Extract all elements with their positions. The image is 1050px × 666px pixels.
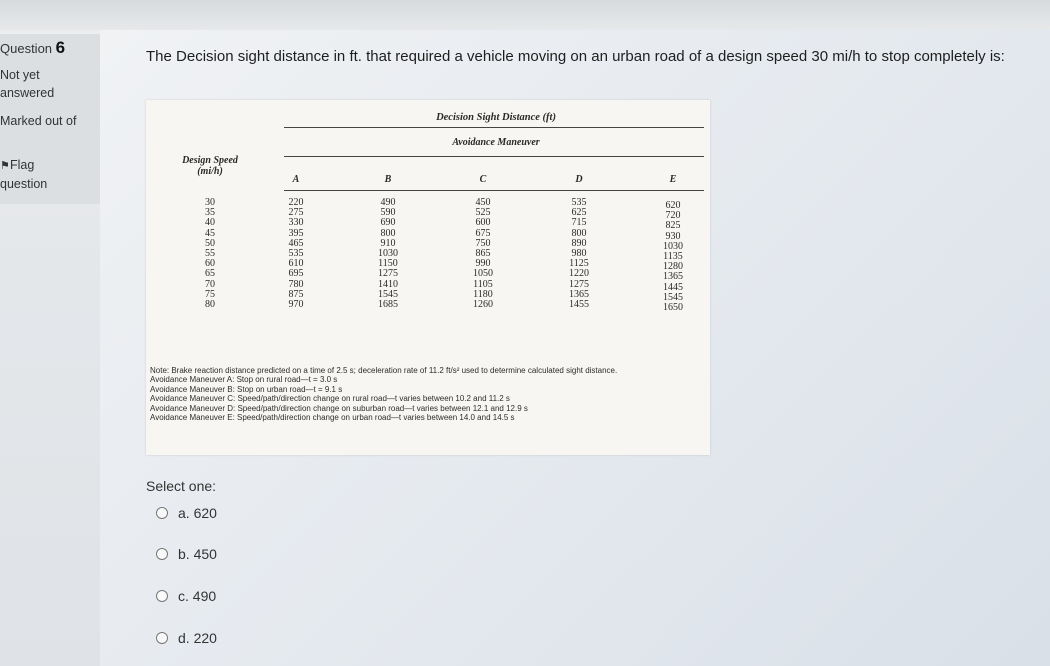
table-cell: 220 <box>288 197 304 208</box>
table-cell: 930 <box>665 230 681 242</box>
table-cell: 600 <box>475 217 491 229</box>
table-cell: 1685 <box>378 299 398 311</box>
radio-icon[interactable] <box>156 507 168 519</box>
column-header-d: D <box>575 174 583 185</box>
table-cell: 715 <box>571 217 587 229</box>
select-one-label: Select one: <box>146 478 217 494</box>
table-cell: 970 <box>288 299 304 311</box>
table-cell: 1445 <box>663 281 683 293</box>
table-cell: 450 <box>475 197 491 208</box>
question-text: The Decision sight distance in ft. that required a vehicle moving on an urban road of a design speed 30 mi/h to stop completely is: <box>146 48 1005 65</box>
table-cell: 330 <box>288 217 304 229</box>
table-cell: 60 <box>205 258 215 270</box>
table-cell: 910 <box>380 237 396 249</box>
table-cell: 610 <box>288 258 304 270</box>
question-info-panel <box>0 34 101 204</box>
table-cell: 535 <box>571 197 587 208</box>
table-cell: 35 <box>205 207 215 219</box>
table-cell: 590 <box>380 207 396 219</box>
column-d-values <box>559 198 599 310</box>
answer-option-d[interactable]: d. 220 <box>156 630 217 646</box>
table-cell: 695 <box>288 268 304 280</box>
table-caption: Decision Sight Distance (ft) <box>436 112 556 123</box>
column-e-values <box>653 201 693 313</box>
table-cell: 490 <box>380 197 396 208</box>
flag-question-label: Flag question <box>0 158 48 191</box>
question-number-label: Question 6 <box>0 38 66 57</box>
table-cell: 535 <box>288 248 304 260</box>
table-cell: 70 <box>205 278 215 290</box>
table-cell: 1275 <box>378 268 398 280</box>
table-cell: 800 <box>380 227 396 239</box>
table-cell: 1260 <box>473 299 493 311</box>
table-cell: 1050 <box>473 268 493 280</box>
design-speed-header: Design Speed (mi/h) <box>182 155 238 177</box>
table-cell: 1280 <box>663 261 683 273</box>
table-cell: 890 <box>571 237 587 249</box>
table-rule <box>284 127 704 128</box>
column-a-values <box>276 198 316 310</box>
table-cell: 625 <box>571 207 587 219</box>
table-cell: 720 <box>665 210 681 222</box>
table-cell: 1365 <box>569 288 589 300</box>
table-cell: 1105 <box>473 278 493 290</box>
table-cell: 395 <box>288 227 304 239</box>
radio-icon[interactable] <box>156 590 168 602</box>
column-c-values <box>463 198 503 310</box>
column-header-c: C <box>479 174 487 185</box>
sight-distance-table <box>146 100 710 455</box>
table-cell: 980 <box>571 248 587 260</box>
table-cell: 1150 <box>378 258 398 270</box>
column-header-e: E <box>669 174 677 185</box>
table-cell: 465 <box>288 237 304 249</box>
speed-column <box>190 198 230 310</box>
table-cell: 825 <box>665 220 681 232</box>
table-cell: 30 <box>205 197 215 208</box>
table-notes: Note: Brake reaction distance predicted on a time of 2.5 s; deceleration rate of 11.2 ft/s² used to determine calculated sight distance. Avoidance Maneuver A: Stop on rural road—t = 3.0 s Avoidance Maneuver B: Stop on urban road—t = 9.1 s Avoidance Maneuver C: Speed/path/direction change on rural road—t varies between 10.2 and 11.2 s Avoidance Maneuver D: Speed/path/direction change on suburban road—t varies between 12.1 and 12.9 s Avoidance Maneuver E: Speed/path/direction change on urban road—t varies between 14.0 and 14.5 s <box>150 366 618 423</box>
answer-option-b[interactable]: b. 450 <box>156 546 217 562</box>
table-cell: 525 <box>475 207 491 219</box>
table-cell: 620 <box>665 200 681 211</box>
question-content <box>100 30 1050 666</box>
column-header-b: B <box>384 174 392 185</box>
marked-out-of: Marked out of <box>0 114 77 128</box>
table-cell: 50 <box>205 237 215 249</box>
table-cell: 65 <box>205 268 215 280</box>
table-cell: 1650 <box>663 302 683 314</box>
table-cell: 1220 <box>569 268 589 280</box>
table-cell: 45 <box>205 227 215 239</box>
table-rule <box>284 190 704 191</box>
table-cell: 1545 <box>378 288 398 300</box>
table-cell: 40 <box>205 217 215 229</box>
table-cell: 1030 <box>663 240 683 252</box>
table-cell: 1125 <box>569 258 589 270</box>
table-cell: 55 <box>205 248 215 260</box>
column-header-a: A <box>292 174 300 185</box>
table-cell: 750 <box>475 237 491 249</box>
radio-icon[interactable] <box>156 548 168 560</box>
table-cell: 1180 <box>473 288 493 300</box>
answer-option-c[interactable]: c. 490 <box>156 588 216 604</box>
radio-icon[interactable] <box>156 632 168 644</box>
table-rule <box>284 156 704 157</box>
column-b-values <box>368 198 408 310</box>
table-cell: 1365 <box>663 271 683 283</box>
table-cell: 1410 <box>378 278 398 290</box>
question-status: Not yet answered <box>0 68 55 100</box>
table-cell: 1030 <box>378 248 398 260</box>
question-number: 6 <box>55 38 66 57</box>
table-cell: 75 <box>205 288 215 300</box>
table-cell: 1135 <box>663 251 683 263</box>
table-cell: 865 <box>475 248 491 260</box>
table-cell: 1275 <box>569 278 589 290</box>
table-cell: 990 <box>475 258 491 270</box>
table-cell: 690 <box>380 217 396 229</box>
flag-question-button[interactable] <box>0 156 47 193</box>
answer-option-a[interactable]: a. 620 <box>156 505 217 521</box>
top-strip <box>0 0 1050 30</box>
table-cell: 800 <box>571 227 587 239</box>
table-cell: 780 <box>288 278 304 290</box>
table-cell: 675 <box>475 227 491 239</box>
table-subcaption: Avoidance Maneuver <box>452 137 540 148</box>
table-cell: 275 <box>288 207 304 219</box>
flag-icon: ⚑ <box>0 160 10 172</box>
table-cell: 80 <box>205 299 215 311</box>
table-cell: 1455 <box>569 299 589 311</box>
table-cell: 875 <box>288 288 304 300</box>
table-cell: 1545 <box>663 291 683 303</box>
